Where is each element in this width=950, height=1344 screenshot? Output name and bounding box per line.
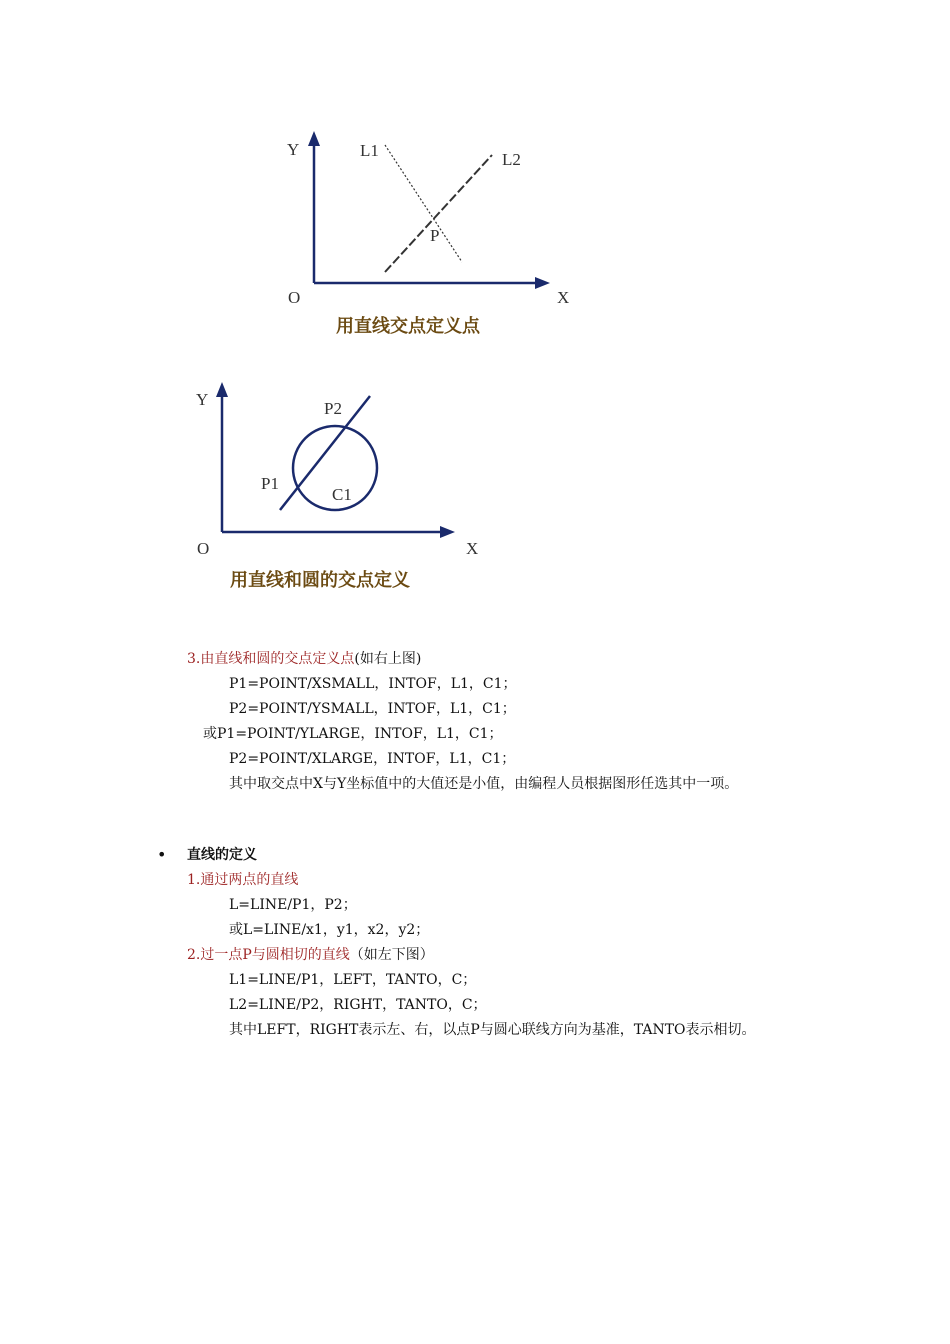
item2-title: [187, 946, 434, 964]
item1-line-2: 或L=LINE/x1，y1，x2，y2；: [229, 922, 430, 938]
section3-line-1: P1=POINT/XSMALL，INTOF，L1，C1；: [229, 676, 517, 692]
item2-line-3: 其中LEFT，RIGHT表示左、右，以点P与圆心联线方向为基准，TANTO表示相切。: [229, 1022, 756, 1038]
line-l1: [385, 145, 462, 262]
section3-line-4: P2=POINT/XLARGE，INTOF，L1，C1；: [229, 751, 516, 767]
fig2-p2-label: P2: [324, 399, 342, 418]
item2-title-text: 2.过一点P与圆相切的直线: [187, 947, 350, 963]
fig2-p1-label: P1: [261, 474, 279, 493]
fig1-l1-label: L1: [360, 141, 379, 160]
y-axis-arrow: [216, 382, 228, 397]
item2-title-note: （如左下图）: [349, 947, 434, 963]
section3-line-5: 其中取交点中X与Y坐标值中的大值还是小值，由编程人员根据图形任选其中一项。: [229, 776, 739, 792]
section3-title: [187, 650, 421, 668]
fig2-c1-label: C1: [332, 485, 352, 504]
figure-line-circle-intersection: [0, 360, 950, 600]
item2-line-2: L2=LINE/P2，RIGHT，TANTO，C；: [229, 997, 487, 1013]
item1-line-1: L=LINE/P1，P2；: [229, 897, 357, 913]
x-axis-arrow: [535, 277, 550, 289]
y-axis-arrow: [308, 131, 320, 146]
line-def-heading: 直线的定义: [187, 847, 257, 863]
line-l2: [385, 155, 492, 272]
item2-line-1: L1=LINE/P1，LEFT，TANTO，C；: [229, 972, 477, 988]
fig2-caption: 用直线和圆的交点定义: [230, 570, 410, 591]
fig2-x-label: X: [466, 539, 479, 558]
section3-title-text: 3.由直线和圆的交点定义点: [187, 651, 355, 667]
section3-title-note: (如右上图): [354, 651, 422, 667]
fig1-y-label: Y: [287, 140, 300, 159]
section3-line-2: P2=POINT/YSMALL，INTOF，L1，C1；: [229, 701, 516, 717]
fig1-p-label: P: [430, 226, 440, 245]
figure-line-intersection: [0, 0, 950, 360]
fig1-origin-label: O: [288, 288, 301, 307]
fig2-origin-label: O: [197, 539, 210, 558]
fig1-caption: 用直线交点定义点: [336, 316, 480, 337]
x-axis-arrow: [440, 526, 455, 538]
fig1-x-label: X: [557, 288, 570, 307]
fig1-l2-label: L2: [502, 150, 521, 169]
fig2-y-label: Y: [196, 390, 209, 409]
item1-title: 1.通过两点的直线: [187, 872, 299, 888]
section3-line-3: 或P1=POINT/YLARGE，INTOF，L1，C1；: [203, 726, 503, 742]
bullet-icon: •: [157, 845, 167, 864]
